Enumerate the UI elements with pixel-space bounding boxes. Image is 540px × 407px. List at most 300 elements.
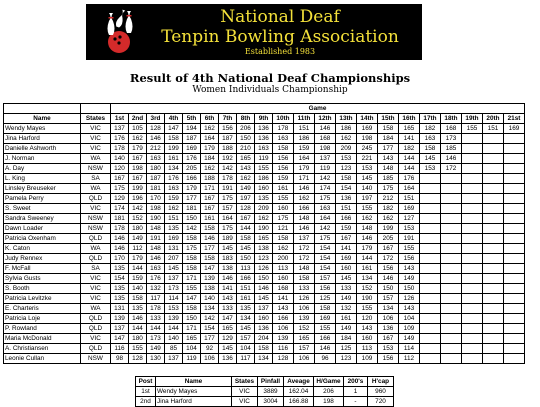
game-score-cell: 176: [399, 174, 420, 184]
game-score-cell: [462, 164, 483, 174]
game-score-cell: [441, 274, 462, 284]
game-score-cell: 163: [147, 264, 165, 274]
game-score-cell: 171: [201, 184, 219, 194]
game-score-cell: 148: [147, 224, 165, 234]
game-score-cell: 181: [147, 184, 165, 194]
game-score-cell: 112: [129, 244, 147, 254]
summary-hcap-cell: 960: [368, 387, 394, 397]
table-row: [4, 344, 525, 354]
game-score-cell: 151: [399, 194, 420, 204]
bowler-name-cell: J. Norman: [4, 154, 81, 164]
bowler-name-cell: Patricia Oxenham: [4, 234, 81, 244]
game-score-cell: 146: [294, 224, 315, 234]
game-score-cell: 153: [399, 224, 420, 234]
game-score-cell: 154: [315, 254, 336, 264]
game-score-cell: 134: [255, 354, 273, 364]
summary-column-header: Pinfall: [258, 377, 284, 387]
game-score-cell: [483, 284, 504, 294]
game-score-cell: [462, 214, 483, 224]
game-score-cell: 146: [294, 184, 315, 194]
bowler-name-cell: Judy Rennex: [4, 254, 81, 264]
state-cell: VIC: [81, 124, 111, 134]
game-score-cell: 121: [273, 224, 294, 234]
game-score-cell: 148: [378, 164, 399, 174]
game-score-cell: [483, 184, 504, 194]
game-score-cell: [420, 334, 441, 344]
game-score-cell: [504, 144, 525, 154]
game-score-cell: 167: [129, 174, 147, 184]
scores-column-header: 10th: [273, 114, 294, 124]
game-score-cell: 162: [378, 214, 399, 224]
game-score-cell: 176: [165, 174, 183, 184]
game-score-cell: 199: [165, 144, 183, 154]
summary-pinfall-cell: 3889: [258, 387, 284, 397]
game-score-cell: [420, 254, 441, 264]
game-score-cell: 157: [315, 274, 336, 284]
game-score-cell: 154: [315, 264, 336, 274]
game-score-cell: 133: [219, 304, 237, 314]
game-score-cell: [483, 324, 504, 334]
game-score-cell: [504, 324, 525, 334]
game-score-cell: 159: [273, 174, 294, 184]
game-score-cell: [441, 234, 462, 244]
game-score-cell: 142: [183, 224, 201, 234]
game-score-cell: [504, 314, 525, 324]
game-score-cell: 120: [111, 164, 129, 174]
game-score-cell: 144: [357, 254, 378, 264]
game-score-cell: [504, 254, 525, 264]
scores-column-header: 14th: [357, 114, 378, 124]
bowler-name-cell: S. Sweet: [4, 204, 81, 214]
game-score-cell: 135: [111, 264, 129, 274]
game-score-cell: 186: [255, 174, 273, 184]
game-score-cell: 209: [336, 144, 357, 154]
game-score-cell: [420, 344, 441, 354]
game-score-cell: 162: [201, 124, 219, 134]
game-score-cell: 221: [357, 154, 378, 164]
game-score-cell: 117: [147, 294, 165, 304]
game-score-cell: [483, 264, 504, 274]
game-score-cell: 143: [399, 304, 420, 314]
game-score-cell: 114: [399, 344, 420, 354]
game-score-cell: 162: [237, 174, 255, 184]
game-score-cell: 174: [315, 184, 336, 194]
game-score-cell: 164: [219, 214, 237, 224]
game-score-cell: 205: [183, 164, 201, 174]
game-score-cell: 125: [315, 294, 336, 304]
game-score-cell: 104: [237, 344, 255, 354]
game-score-cell: [462, 184, 483, 194]
game-score-cell: [483, 254, 504, 264]
game-score-cell: 149: [336, 324, 357, 334]
table-row: [4, 264, 525, 274]
game-score-cell: [483, 274, 504, 284]
page-title: Result of 4th National Deaf Championships: [129, 71, 411, 85]
game-score-cell: 174: [111, 204, 129, 214]
game-score-cell: 188: [201, 174, 219, 184]
game-score-cell: 148: [294, 264, 315, 274]
game-score-cell: 194: [183, 124, 201, 134]
game-score-cell: 138: [219, 264, 237, 274]
scores-empty-header: [4, 104, 81, 114]
game-score-cell: 160: [357, 334, 378, 344]
game-score-cell: 150: [378, 284, 399, 294]
game-score-cell: [462, 284, 483, 294]
table-row: [4, 294, 525, 304]
game-score-cell: 149: [336, 294, 357, 304]
game-score-cell: 140: [201, 294, 219, 304]
game-score-cell: [420, 174, 441, 184]
table-row: [4, 334, 525, 344]
game-score-cell: [483, 154, 504, 164]
game-score-cell: [504, 234, 525, 244]
game-score-cell: [504, 274, 525, 284]
game-score-cell: 155: [273, 194, 294, 204]
game-score-cell: 182: [399, 144, 420, 154]
game-score-cell: 142: [315, 224, 336, 234]
game-score-cell: 179: [294, 164, 315, 174]
game-score-cell: 190: [147, 214, 165, 224]
game-score-cell: 133: [294, 284, 315, 294]
game-score-cell: 136: [336, 194, 357, 204]
state-cell: VIC: [81, 334, 111, 344]
game-score-cell: 116: [111, 344, 129, 354]
game-score-cell: 162: [201, 164, 219, 174]
game-score-cell: 191: [147, 234, 165, 244]
game-score-cell: 180: [129, 334, 147, 344]
game-score-cell: 153: [420, 164, 441, 174]
game-score-cell: 198: [129, 164, 147, 174]
game-score-cell: 138: [201, 284, 219, 294]
state-cell: WA: [81, 304, 111, 314]
summary-state-cell: VIC: [232, 397, 258, 407]
game-score-cell: [483, 214, 504, 224]
game-score-cell: 155: [357, 304, 378, 314]
game-score-cell: 146: [111, 244, 129, 254]
game-score-cell: 141: [219, 284, 237, 294]
game-score-cell: 128: [129, 354, 147, 364]
game-score-cell: 164: [315, 214, 336, 224]
summary-name-cell: Wendy Mayes: [156, 387, 232, 397]
game-score-cell: 145: [420, 154, 441, 164]
game-score-cell: 146: [441, 154, 462, 164]
game-score-cell: 152: [294, 324, 315, 334]
state-cell: NSW: [81, 214, 111, 224]
game-score-cell: 158: [201, 254, 219, 264]
game-score-cell: 150: [183, 314, 201, 324]
game-score-cell: 137: [111, 124, 129, 134]
game-score-cell: [441, 314, 462, 324]
game-score-cell: 142: [219, 164, 237, 174]
banner-title-line1: National Deaf: [220, 7, 340, 27]
bowler-name-cell: K. Caton: [4, 244, 81, 254]
game-score-cell: [462, 274, 483, 284]
summary-header-row: [136, 377, 394, 387]
game-score-cell: 144: [399, 164, 420, 174]
scores-column-header: Name: [4, 114, 81, 124]
summary-row: [136, 397, 394, 407]
table-row: [4, 354, 525, 364]
state-cell: QLD: [81, 254, 111, 264]
game-score-cell: [462, 354, 483, 364]
game-score-cell: 168: [273, 284, 294, 294]
game-score-cell: 138: [255, 244, 273, 254]
game-score-cell: [420, 244, 441, 254]
game-score-cell: [483, 344, 504, 354]
game-score-cell: 153: [378, 344, 399, 354]
game-score-cell: 140: [357, 184, 378, 194]
game-score-cell: 144: [399, 154, 420, 164]
game-score-cell: 179: [357, 244, 378, 254]
game-score-cell: 181: [111, 214, 129, 224]
game-score-cell: 162: [294, 194, 315, 204]
game-score-cell: 152: [357, 284, 378, 294]
summary-column-header: Name: [156, 377, 232, 387]
game-score-cell: 113: [357, 344, 378, 354]
game-score-cell: 169: [183, 144, 201, 154]
state-cell: SA: [81, 174, 111, 184]
game-score-cell: 245: [357, 144, 378, 154]
game-score-cell: 105: [129, 124, 147, 134]
game-score-cell: 114: [165, 294, 183, 304]
game-score-cell: [441, 254, 462, 264]
game-score-cell: 159: [129, 274, 147, 284]
summary-post-cell: 2nd: [136, 397, 156, 407]
banner-title-line2: Tenpin Bowling Association: [161, 27, 399, 47]
game-score-cell: 164: [201, 134, 219, 144]
game-score-cell: 149: [399, 274, 420, 284]
game-score-cell: 140: [129, 284, 147, 294]
game-score-cell: 137: [255, 304, 273, 314]
summary-average-cell: 162.04: [284, 387, 314, 397]
game-score-cell: 132: [147, 284, 165, 294]
game-score-cell: 165: [237, 154, 255, 164]
game-score-cell: 151: [483, 124, 504, 134]
game-score-cell: 156: [378, 264, 399, 274]
game-score-cell: 172: [294, 254, 315, 264]
game-score-cell: 146: [378, 274, 399, 284]
game-score-cell: 154: [201, 324, 219, 334]
game-score-cell: [462, 144, 483, 154]
game-score-cell: [504, 344, 525, 354]
table-row: [4, 144, 525, 154]
game-score-cell: 140: [111, 154, 129, 164]
game-score-cell: 126: [255, 264, 273, 274]
game-score-cell: 126: [399, 294, 420, 304]
game-score-cell: 146: [147, 134, 165, 144]
game-score-cell: [420, 194, 441, 204]
table-row: [4, 154, 525, 164]
game-score-cell: 144: [165, 324, 183, 334]
game-score-cell: 167: [201, 204, 219, 214]
game-score-cell: 204: [255, 334, 273, 344]
game-score-cell: 153: [165, 304, 183, 314]
game-score-cell: 187: [219, 134, 237, 144]
game-score-cell: 135: [111, 294, 129, 304]
game-score-cell: 146: [357, 234, 378, 244]
game-score-cell: 164: [399, 184, 420, 194]
bowling-logo-icon: [96, 9, 142, 55]
game-score-cell: 180: [147, 164, 165, 174]
state-cell: WA: [81, 244, 111, 254]
game-score-cell: [462, 264, 483, 274]
scores-column-header: 2nd: [129, 114, 147, 124]
game-score-cell: 109: [357, 354, 378, 364]
game-score-cell: 168: [441, 124, 462, 134]
game-score-cell: 116: [273, 344, 294, 354]
game-score-cell: [504, 204, 525, 214]
table-row: [4, 134, 525, 144]
game-score-cell: 145: [255, 294, 273, 304]
game-score-cell: 198: [315, 144, 336, 154]
game-score-cell: 155: [462, 124, 483, 134]
scores-column-header: 12th: [315, 114, 336, 124]
game-score-cell: 146: [129, 314, 147, 324]
game-score-cell: 144: [129, 264, 147, 274]
bowler-name-cell: Patricia Levitzke: [4, 294, 81, 304]
game-score-cell: 212: [147, 144, 165, 154]
game-score-cell: 131: [165, 244, 183, 254]
game-score-cell: 212: [378, 194, 399, 204]
game-score-cell: 169: [315, 314, 336, 324]
state-cell: VIC: [81, 134, 111, 144]
game-score-cell: 181: [183, 204, 201, 214]
game-score-cell: 149: [147, 344, 165, 354]
game-score-cell: [441, 194, 462, 204]
game-score-cell: 143: [378, 154, 399, 164]
summary-state-cell: VIC: [232, 387, 258, 397]
game-score-cell: 123: [336, 354, 357, 364]
bowler-name-cell: Leonie Cullan: [4, 354, 81, 364]
game-score-cell: 168: [315, 134, 336, 144]
game-score-cell: 165: [399, 124, 420, 134]
game-score-cell: 155: [129, 344, 147, 354]
game-score-cell: 160: [255, 314, 273, 324]
game-score-cell: [504, 264, 525, 274]
game-score-cell: 167: [201, 194, 219, 204]
game-score-cell: [462, 204, 483, 214]
game-score-cell: 142: [315, 174, 336, 184]
game-score-cell: 136: [378, 324, 399, 334]
game-score-cell: 143: [219, 294, 237, 304]
game-score-cell: 156: [273, 154, 294, 164]
game-score-cell: 146: [315, 124, 336, 134]
game-score-cell: [441, 344, 462, 354]
game-score-cell: 197: [357, 194, 378, 204]
game-score-cell: 196: [129, 194, 147, 204]
bowler-name-cell: A. Day: [4, 164, 81, 174]
game-score-cell: 158: [273, 234, 294, 244]
game-score-cell: [420, 324, 441, 334]
game-score-cell: 139: [111, 314, 129, 324]
game-score-cell: [504, 304, 525, 314]
game-score-cell: 166: [336, 214, 357, 224]
game-score-cell: 131: [111, 304, 129, 314]
summary-hgame-cell: 198: [314, 397, 344, 407]
game-score-cell: [504, 214, 525, 224]
game-score-cell: 143: [399, 264, 420, 274]
scores-column-header: 7th: [219, 114, 237, 124]
game-score-cell: 150: [255, 274, 273, 284]
game-score-cell: 135: [255, 194, 273, 204]
game-score-cell: 177: [201, 334, 219, 344]
game-score-cell: 162: [336, 134, 357, 144]
summary-column-header: Aveage: [284, 377, 314, 387]
table-row: [4, 314, 525, 324]
game-score-cell: 161: [201, 214, 219, 224]
game-score-cell: 178: [147, 304, 165, 314]
scores-column-header: 4th: [165, 114, 183, 124]
game-score-cell: 184: [201, 154, 219, 164]
game-score-cell: 180: [129, 224, 147, 234]
game-score-cell: 132: [336, 304, 357, 314]
game-score-cell: 144: [147, 324, 165, 334]
game-score-cell: 155: [255, 164, 273, 174]
summary-name-cell: Jina Harford: [156, 397, 232, 407]
game-score-cell: 162: [129, 134, 147, 144]
game-score-cell: [483, 314, 504, 324]
game-score-cell: 142: [201, 314, 219, 324]
game-score-cell: 146: [219, 274, 237, 284]
game-score-cell: 179: [183, 184, 201, 194]
game-score-cell: 182: [420, 124, 441, 134]
game-score-cell: 155: [399, 244, 420, 254]
game-score-cell: 163: [420, 134, 441, 144]
game-score-cell: 136: [255, 324, 273, 334]
game-score-cell: 169: [504, 124, 525, 134]
game-score-cell: [483, 204, 504, 214]
game-score-cell: 173: [147, 334, 165, 344]
game-score-cell: 119: [183, 354, 201, 364]
game-score-cell: 165: [183, 334, 201, 344]
game-score-cell: [420, 184, 441, 194]
game-score-cell: 147: [201, 264, 219, 274]
game-score-cell: 165: [294, 334, 315, 344]
game-score-cell: [420, 204, 441, 214]
game-score-cell: 179: [129, 254, 147, 264]
game-score-cell: [504, 174, 525, 184]
game-score-cell: 104: [399, 314, 420, 324]
scores-column-header: 16th: [399, 114, 420, 124]
game-score-cell: [504, 184, 525, 194]
game-score-cell: 141: [336, 244, 357, 254]
state-cell: WA: [81, 184, 111, 194]
game-score-cell: 167: [129, 154, 147, 164]
game-score-cell: 157: [294, 344, 315, 354]
game-score-cell: [462, 134, 483, 144]
state-cell: QLD: [81, 314, 111, 324]
game-score-cell: 156: [378, 354, 399, 364]
table-row: [4, 234, 525, 244]
game-score-cell: 166: [183, 174, 201, 184]
game-score-cell: 163: [273, 134, 294, 144]
game-score-cell: 146: [255, 284, 273, 294]
scores-column-header: 19th: [462, 114, 483, 124]
game-score-cell: 148: [294, 214, 315, 224]
game-score-cell: 167: [111, 174, 129, 184]
game-score-cell: 106: [294, 304, 315, 314]
game-score-cell: 145: [219, 344, 237, 354]
game-score-cell: 199: [129, 184, 147, 194]
game-score-cell: 120: [357, 314, 378, 324]
game-score-cell: 134: [201, 304, 219, 314]
game-score-cell: 109: [399, 324, 420, 334]
game-score-cell: 156: [273, 164, 294, 174]
game-score-cell: 106: [378, 314, 399, 324]
game-score-cell: 158: [201, 224, 219, 234]
game-score-cell: 183: [219, 254, 237, 264]
game-score-cell: 178: [111, 144, 129, 154]
